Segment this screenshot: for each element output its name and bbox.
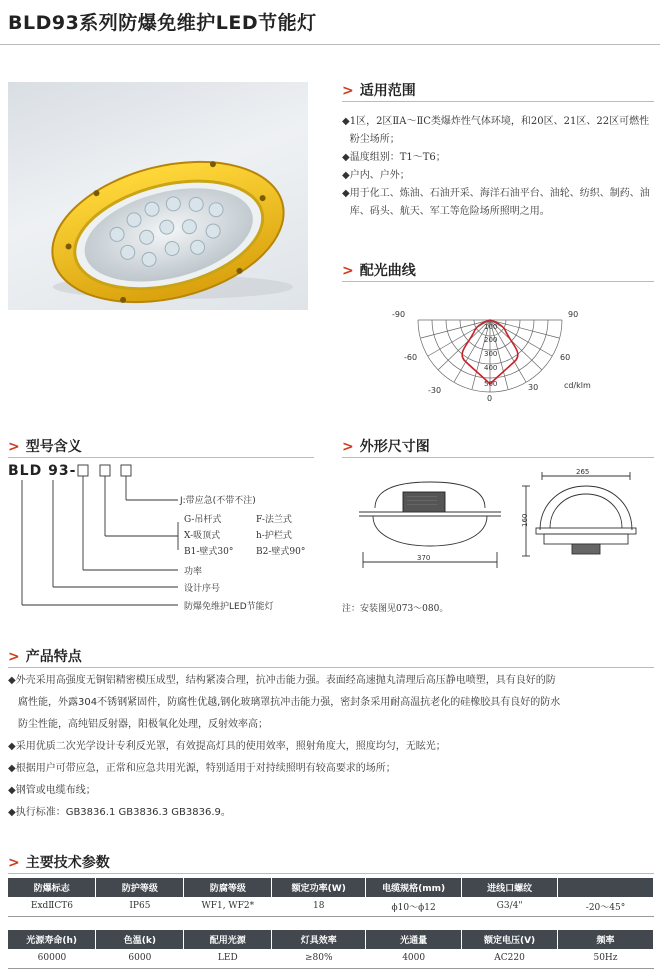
angle-label: -90 — [392, 310, 406, 319]
label-b1: B1-壁式30° — [184, 547, 234, 557]
radial-label: 200 — [484, 336, 498, 344]
spec-header: 额定电压(V) — [462, 930, 558, 949]
dim-height: 160 — [521, 513, 529, 527]
model-code-diagram — [8, 462, 318, 622]
spec-value: WF1, WF2* — [184, 897, 272, 916]
title-divider — [0, 44, 660, 45]
features-heading: > 产品特点 — [8, 649, 82, 665]
model-divider — [8, 457, 314, 458]
spec-value: 4000 — [366, 949, 462, 968]
label-g: G-吊杆式 — [184, 515, 222, 525]
spec-value: 50Hz — [558, 949, 654, 968]
label-f: F-法兰式 — [256, 515, 292, 525]
spec-value: ϕ10～ϕ12 — [366, 897, 462, 916]
page-title: BLD93系列防爆免维护LED节能灯 — [8, 12, 317, 34]
scope-item: ◆ 1区，2区ⅡA～ⅡC类爆炸性气体环境，和20区、21区、22区可燃性粉尘场所； — [342, 116, 650, 145]
spec-header: 防爆标志 — [8, 878, 96, 897]
spec-value-row — [8, 897, 654, 916]
features-divider — [8, 667, 654, 668]
light-curve-divider — [342, 281, 654, 282]
radial-label: 100 — [484, 323, 498, 331]
spec-value: 18 — [272, 897, 366, 916]
spec-header: 光源寿命(h) — [8, 930, 96, 949]
spec-value: AC220 — [462, 949, 558, 968]
scope-divider — [342, 101, 654, 102]
radial-label: 500 — [484, 380, 498, 388]
scope-item: ◆ 温度组别：T1～T6； — [342, 152, 446, 163]
product-photo — [8, 82, 308, 310]
scope-item: ◆ 户内、户外； — [342, 170, 410, 181]
feature-line: ◆根据用户可带应急，正常和应急共用光源，特别适用于对持续照明有较高要求的场所； — [8, 763, 396, 774]
spec-table-1 — [8, 878, 654, 917]
label-x: X-吸顶式 — [184, 531, 221, 541]
front-view-drawing — [518, 468, 656, 568]
spec-header: 灯具效率 — [272, 930, 366, 949]
feature-line: 防尘性能，高纯铝反射器，阳极氧化处理，反射效率高； — [18, 719, 268, 730]
spec-table-2 — [8, 930, 654, 969]
dimensions-divider — [342, 457, 654, 458]
scope-item: ◆ 用于化工、炼油、石油开采、海洋石油平台、油轮、纺织、制药、油库、码头、航天、军工等危险场所照明之用。 — [342, 188, 650, 217]
spec-header: 进线口螺纹 — [462, 878, 558, 897]
spec-value: 60000 — [8, 949, 96, 968]
spec-header: 光通量 — [366, 930, 462, 949]
angle-label: 0 — [487, 394, 493, 403]
curve-unit: cd/klm — [564, 381, 591, 390]
spec-value: 6000 — [96, 949, 184, 968]
spec-header: 配用光源 — [184, 930, 272, 949]
angle-label: 90 — [568, 310, 579, 319]
label-design: 设计序号 — [184, 584, 221, 594]
spec-value: G3/4" — [462, 897, 558, 916]
spec-header: 额定功率(W) — [272, 878, 366, 897]
angle-label: -60 — [404, 353, 418, 362]
dimensions-heading: > 外形尺寸图 — [342, 439, 430, 455]
radial-label: 300 — [484, 350, 498, 358]
spec-header: 频率 — [558, 930, 654, 949]
feature-line: ◆钢管或电缆布线； — [8, 785, 96, 796]
spec-header: 防护等级 — [96, 878, 184, 897]
model-code: BLD 93- — [8, 463, 77, 479]
label-h: h-护栏式 — [256, 531, 292, 541]
spec-header: 防腐等级 — [184, 878, 272, 897]
dim-width-side: 370 — [417, 554, 431, 562]
side-view-drawing — [355, 470, 505, 575]
spec-value: ≥80% — [272, 949, 366, 968]
spec-header-row — [8, 878, 654, 897]
spec-value: -20～45° — [558, 897, 654, 916]
spec-header: 电缆规格(mm) — [366, 878, 462, 897]
radial-label: 400 — [484, 364, 498, 372]
features-list — [8, 670, 658, 824]
install-note: 注：安装图见073～080。 — [342, 604, 449, 614]
angle-label: 60 — [560, 353, 571, 362]
label-name: 防爆免维护LED节能灯 — [184, 602, 274, 612]
feature-line: ◆外壳采用高强度无铜铝精密模压成型，结构紧凑合理，抗冲击能力强。表面经高速抛丸清理后高压静电喷塑，具有良好的防 — [8, 675, 556, 686]
spec-header: 色温(k) — [96, 930, 184, 949]
light-curve-heading: > 配光曲线 — [342, 263, 416, 279]
label-emergency: J:带应急(不带不注) — [180, 496, 256, 506]
specs-heading: > 主要技术参数 — [8, 855, 110, 871]
scope-list — [342, 113, 656, 221]
spec-value: LED — [184, 949, 272, 968]
specs-divider — [8, 873, 654, 874]
dim-width-front: 265 — [576, 468, 590, 476]
spec-header — [558, 878, 654, 897]
scope-heading: > 适用范围 — [342, 83, 416, 99]
spec-value-row — [8, 949, 654, 968]
model-heading: > 型号含义 — [8, 439, 82, 455]
spec-header-row — [8, 930, 654, 949]
angle-label: 30 — [528, 383, 539, 392]
light-distribution-curve — [388, 300, 598, 410]
spec-value: IP65 — [96, 897, 184, 916]
feature-line: 腐性能，外露304不锈钢紧固件，防腐性优越,钢化玻璃罩抗冲击能力强，密封条采用耐高温抗老化的硅橡胶具有良好的防水 — [18, 697, 561, 708]
feature-line: ◆执行标准：GB3836.1 GB3836.3 GB3836.9。 — [8, 807, 231, 818]
label-b2: B2-壁式90° — [256, 547, 306, 557]
feature-line: ◆采用优质二次光学设计专利反光罩，有效提高灯具的使用效率，照射角度大，照度均匀，无眩光； — [8, 741, 446, 752]
spec-value: ExdⅡCT6 — [8, 897, 96, 916]
label-power: 功率 — [184, 567, 203, 577]
angle-label: -30 — [428, 386, 442, 395]
